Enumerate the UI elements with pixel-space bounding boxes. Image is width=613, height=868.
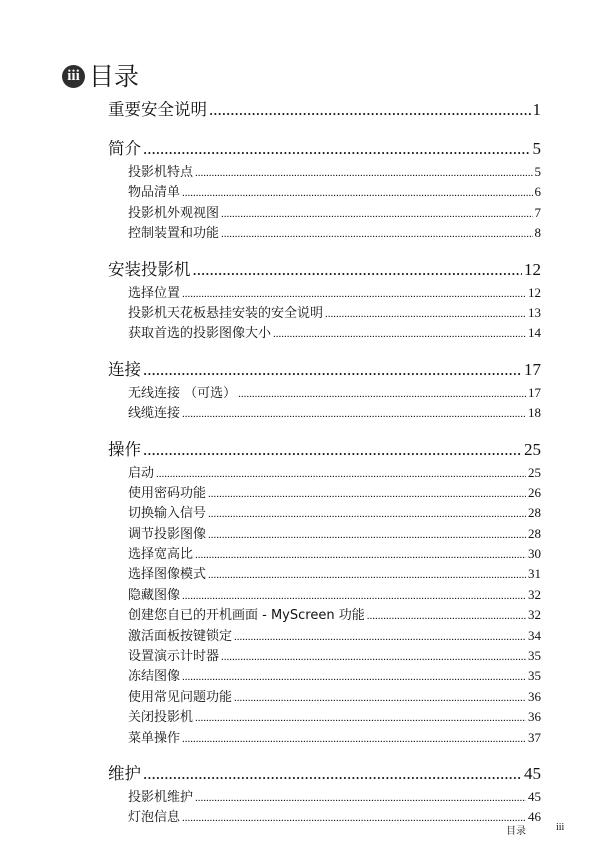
toc-subentry[interactable] (108, 665, 541, 685)
toc-entry-title: 无线连接 （可选） (128, 385, 237, 401)
toc-entry-title: 获取首选的投影图像大小 (128, 326, 272, 342)
dot-leader (143, 360, 522, 380)
dot-leader (208, 488, 526, 500)
toc-entry-title: 物品清单 (128, 185, 181, 201)
dot-leader (195, 792, 526, 804)
toc-section (108, 135, 541, 243)
table-of-contents (108, 96, 541, 827)
dot-leader (195, 712, 526, 724)
dot-leader (182, 187, 532, 199)
dot-leader (234, 692, 526, 704)
toc-subentry[interactable] (108, 322, 541, 342)
toc-entry-page: 13 (528, 304, 541, 320)
toc-subentry[interactable] (108, 786, 541, 806)
dot-leader (195, 549, 526, 561)
toc-entry-title: 激活面板按键锁定 (128, 628, 233, 644)
toc-subentry[interactable] (108, 563, 541, 583)
toc-subentry[interactable] (108, 806, 541, 826)
dot-leader (238, 388, 526, 400)
toc-entry-page: 25 (524, 439, 541, 459)
dot-leader (325, 308, 526, 320)
dot-leader (221, 651, 526, 663)
toc-entry-title: 使用常见问题功能 (128, 689, 233, 705)
dot-leader (182, 733, 526, 745)
toc-entry-page: 34 (528, 627, 541, 643)
toc-entry-title: 冻结图像 (128, 669, 181, 685)
dot-leader (367, 610, 526, 622)
dot-leader (182, 590, 526, 602)
toc-subentry[interactable] (108, 161, 541, 181)
toc-entry-page: 17 (528, 384, 541, 400)
toc-entry-page: 45 (528, 788, 541, 804)
toc-entry-title: 安装投影机 (108, 259, 191, 279)
toc-entry-title: 投影机外观视图 (128, 205, 220, 221)
toc-entry-title: 简介 (108, 139, 141, 158)
toc-entry-title: 菜单操作 (128, 730, 181, 746)
toc-entry-page: 36 (528, 709, 541, 725)
toc-subentry[interactable] (108, 645, 541, 665)
dot-leader (182, 408, 526, 420)
toc-entry-title: 维护 (108, 763, 141, 783)
toc-subentry[interactable] (108, 482, 541, 502)
page-title: 目录 (89, 62, 140, 91)
dot-leader (143, 440, 522, 460)
dot-leader (273, 328, 526, 340)
toc-entry-page: 28 (528, 505, 541, 521)
toc-subentry[interactable] (108, 543, 541, 563)
dot-leader (193, 260, 523, 280)
toc-entry-title: 线缆连接 (128, 406, 181, 422)
toc-entry-page: 7 (534, 204, 541, 220)
footer-page-number: iii (556, 822, 565, 833)
toc-entry-page: 32 (528, 586, 541, 602)
dot-leader (208, 569, 526, 581)
dot-leader (234, 631, 526, 643)
toc-subentry[interactable] (108, 222, 541, 242)
toc-subentry[interactable] (108, 604, 541, 624)
dot-leader (182, 671, 526, 683)
toc-entry-page: 18 (528, 405, 541, 421)
dot-leader (221, 228, 532, 240)
dot-leader (221, 208, 532, 220)
dot-leader (143, 139, 531, 159)
toc-entry-title: 灯泡信息 (128, 810, 181, 826)
dot-leader (208, 508, 526, 520)
toc-entry-page: 46 (528, 809, 541, 825)
toc-entry-page: 35 (528, 668, 541, 684)
toc-section-entry[interactable] (108, 760, 541, 786)
toc-entry-page: 12 (524, 259, 541, 279)
toc-entry-title: 设置演示计时器 (128, 649, 220, 665)
dot-leader (143, 764, 522, 784)
toc-entry-title: 使用密码功能 (128, 485, 207, 501)
dot-leader (195, 167, 532, 179)
toc-entry-page: 37 (528, 729, 541, 745)
toc-entry-title: 切换输入信号 (128, 506, 207, 522)
toc-entry-title: 选择宽高比 (128, 547, 194, 563)
dot-leader (156, 468, 526, 480)
toc-entry-page: 25 (528, 464, 541, 480)
toc-entry-title: 创建您自已的开机画面 - MyScreen 功能 (128, 608, 365, 624)
page-number-badge-icon: iii (62, 65, 85, 88)
toc-section-entry[interactable] (108, 256, 541, 282)
toc-subentry[interactable] (108, 706, 541, 726)
toc-entry-title: 控制装置和功能 (128, 226, 220, 242)
toc-entry-page: 14 (528, 325, 541, 341)
toc-entry-page: 35 (528, 648, 541, 664)
toc-section (108, 256, 541, 343)
toc-section-entry[interactable] (108, 436, 541, 462)
toc-entry-title: 启动 (128, 465, 155, 481)
toc-entry-page: 32 (528, 607, 541, 623)
toc-section (108, 436, 541, 747)
toc-subentry[interactable] (108, 181, 541, 201)
dot-leader (182, 288, 526, 300)
toc-entry-title: 选择图像模式 (128, 567, 207, 583)
toc-entry-title: 重要安全说明 (108, 100, 207, 119)
dot-leader (209, 100, 531, 120)
toc-entry-page: 28 (528, 525, 541, 541)
toc-subentry[interactable] (108, 502, 541, 522)
toc-subentry[interactable] (108, 523, 541, 543)
toc-entry-title: 投影机维护 (128, 789, 194, 805)
toc-section-entry[interactable] (108, 356, 541, 382)
toc-entry-page: 45 (524, 763, 541, 783)
toc-subentry[interactable] (108, 302, 541, 322)
dot-leader (208, 529, 526, 541)
toc-entry-page: 30 (528, 546, 541, 562)
toc-entry-page: 26 (528, 484, 541, 500)
toc-section (108, 96, 541, 122)
toc-entry-page: 17 (524, 359, 541, 379)
toc-entry-title: 选择位置 (128, 285, 181, 301)
toc-section (108, 356, 541, 423)
toc-subentry[interactable] (108, 382, 541, 402)
dot-leader (182, 812, 526, 824)
toc-entry-title: 调节投影图像 (128, 526, 207, 542)
toc-entry-page: 8 (534, 225, 541, 241)
toc-section-entry[interactable] (108, 135, 541, 161)
toc-subentry[interactable] (108, 584, 541, 604)
toc-subentry[interactable] (108, 202, 541, 222)
toc-entry-page: 6 (534, 184, 541, 200)
toc-header (62, 60, 139, 90)
toc-subentry[interactable] (108, 727, 541, 747)
toc-subentry[interactable] (108, 625, 541, 645)
toc-entry-title: 连接 (108, 359, 141, 379)
toc-subentry[interactable] (108, 282, 541, 302)
toc-entry-page: 36 (528, 688, 541, 704)
toc-entry-page: 31 (528, 566, 541, 582)
toc-entry-title: 投影机天花板悬挂安装的安全说明 (128, 305, 324, 321)
toc-subentry[interactable] (108, 402, 541, 422)
footer-label: 目录 (506, 826, 526, 837)
toc-entry-title: 投影机特点 (128, 165, 194, 180)
toc-subentry[interactable] (108, 462, 541, 482)
toc-section-entry[interactable] (108, 96, 541, 122)
toc-entry-title: 关闭投影机 (128, 710, 194, 726)
toc-entry-page: 12 (528, 284, 541, 300)
toc-entry-title: 隐藏图像 (128, 587, 181, 603)
toc-entry-page: 5 (534, 164, 541, 179)
toc-entry-page: 5 (532, 139, 541, 158)
toc-subentry[interactable] (108, 686, 541, 706)
toc-entry-title: 操作 (108, 439, 141, 459)
toc-entry-page: 1 (532, 100, 541, 119)
toc-section (108, 760, 541, 827)
